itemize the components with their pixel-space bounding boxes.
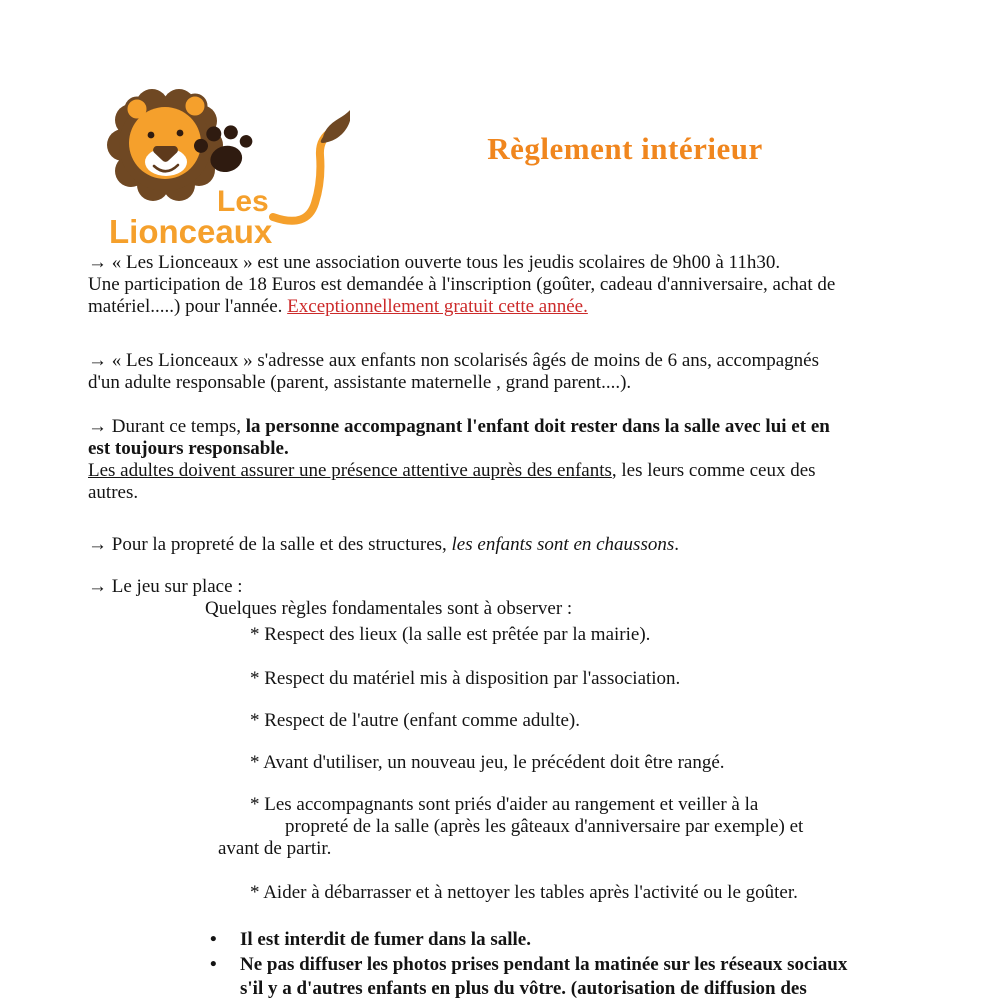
text-run: . xyxy=(674,534,679,555)
paragraph-slippers xyxy=(88,534,920,556)
text-line xyxy=(88,794,920,816)
text-run: * Les accompagnants sont priés d'aider au rangement et veiller à la xyxy=(250,794,759,815)
text-run: Quelques règles fondamentales sont à observer : xyxy=(205,598,573,619)
text-line xyxy=(88,598,920,620)
text-run: * Respect de l'autre (enfant comme adulte). xyxy=(250,710,580,731)
text-line xyxy=(88,838,920,860)
text-run: * Aider à débarrasser et à nettoyer les tables après l'activité ou le goûter. xyxy=(250,882,798,903)
text-line xyxy=(88,296,920,318)
text-run: → « Les Lionceaux » s'adresse aux enfants non scolarisés âgés de moins de 6 ans, accompagnés xyxy=(88,350,820,371)
text-line xyxy=(88,274,920,296)
text-run: d'un adulte responsable (parent, assistante maternelle , grand parent....). xyxy=(88,372,632,393)
text-run-bold: s'il y a d'autres enfants en plus du vôtre. (autorisation de diffusion des xyxy=(240,978,807,999)
lion-tail-icon xyxy=(273,109,350,221)
lion-face-icon xyxy=(129,107,201,179)
bullet-marker-icon: • xyxy=(210,954,217,975)
text-line xyxy=(88,816,920,838)
logo-text-les: Les xyxy=(217,185,269,218)
highlight-free-this-year: Exceptionnellement gratuit cette année. xyxy=(287,296,588,317)
text-line xyxy=(88,576,920,598)
text-run: * Respect du matériel mis à disposition par l'association. xyxy=(250,668,681,689)
text-line xyxy=(88,350,920,372)
rule-item-respect-lieux xyxy=(88,624,1000,646)
text-run: → Pour la propreté de la salle et des structures, xyxy=(88,534,452,555)
rule-item-nettoyer-tables xyxy=(88,882,1000,904)
text-run: * Respect des lieux (la salle est prêtée par la mairie). xyxy=(250,624,651,645)
paragraph-responsibility xyxy=(88,416,920,504)
text-line xyxy=(88,534,920,556)
rule-item-respect-materiel xyxy=(88,668,1000,690)
text-run-underlined: Les adultes doivent assurer une présence attentive auprès des enfants xyxy=(88,460,612,481)
text-run-bold: est toujours responsable. xyxy=(88,438,289,459)
text-line xyxy=(88,372,920,394)
text-line xyxy=(88,438,920,460)
text-run: matériel.....) pour l'année. xyxy=(88,296,288,317)
text-run-bold: Ne pas diffuser les photos prises pendant la matinée sur les réseaux sociaux xyxy=(240,954,848,975)
bullet-marker-icon: • xyxy=(210,929,217,950)
text-run: → « Les Lionceaux » est une association ouverte tous les jeudis scolaires de 9h00 à 11h30. xyxy=(88,252,781,273)
text-run-italic: les enfants sont en chaussons xyxy=(451,534,675,555)
rule-item-respect-autre xyxy=(88,710,1000,732)
text-run: avant de partir. xyxy=(218,838,332,859)
text-run: → Le jeu sur place : xyxy=(88,576,243,597)
text-line xyxy=(88,252,920,274)
text-line xyxy=(88,482,920,504)
rule-item-ranger-jeu xyxy=(88,752,1000,774)
paragraph-association xyxy=(88,252,920,318)
text-run-bold: la personne accompagnant l'enfant doit rester dans la salle avec lui et en xyxy=(245,416,830,437)
bullet-item-no-smoking xyxy=(88,928,920,952)
bullet-item-no-photos xyxy=(88,953,920,1000)
text-run: , les leurs comme ceux des xyxy=(611,460,816,481)
text-run-bold: Il est interdit de fumer dans la salle. xyxy=(240,929,531,950)
text-run: * Avant d'utiliser, un nouveau jeu, le précédent doit être rangé. xyxy=(250,752,725,773)
paragraph-audience xyxy=(88,350,920,394)
text-run: autres. xyxy=(88,482,139,503)
text-run: → Durant ce temps, xyxy=(88,416,246,437)
text-line xyxy=(88,416,920,438)
text-run: propreté de la salle (après les gâteaux d'anniversaire par exemple) et xyxy=(285,816,804,837)
lion-logo xyxy=(95,83,350,251)
logo-text-lionceaux: Lionceaux xyxy=(109,213,273,250)
rule-item-rangement xyxy=(88,794,920,860)
page-title: Règlement intérieur xyxy=(487,131,763,166)
text-line xyxy=(88,460,920,482)
paragraph-play-rules-intro xyxy=(88,576,920,620)
text-run: Une participation de 18 Euros est demandée à l'inscription (goûter, cadeau d'anniversaire, achat de xyxy=(88,274,836,295)
